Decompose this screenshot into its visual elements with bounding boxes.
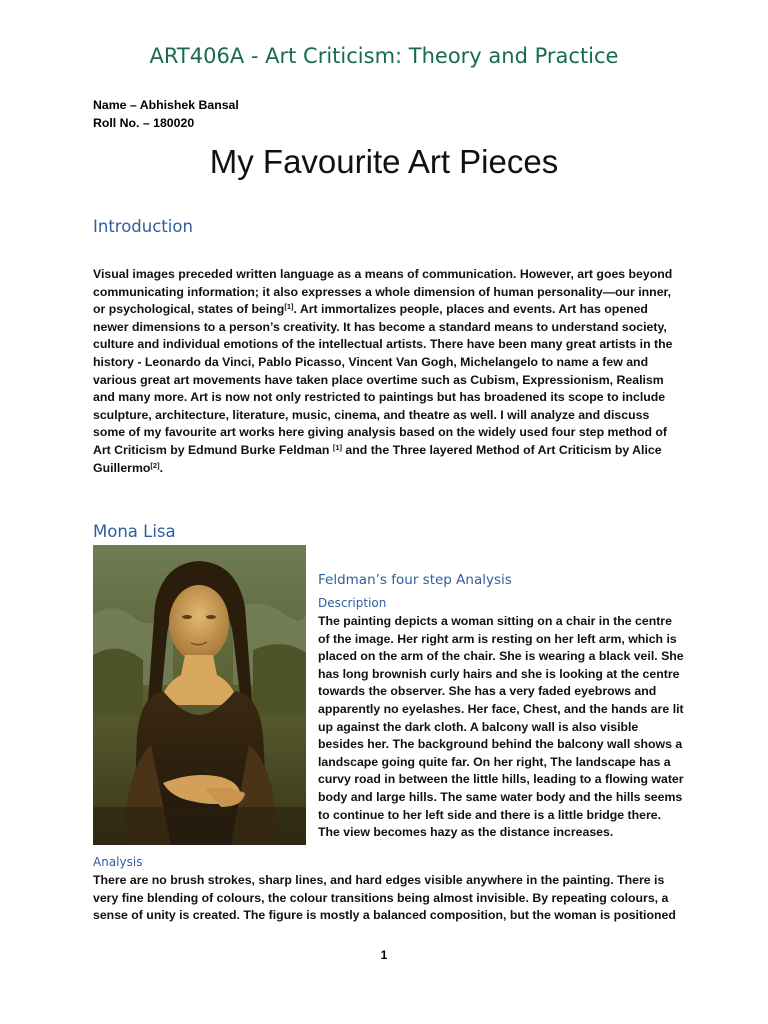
description-heading: Description bbox=[318, 596, 387, 610]
citation-ref[interactable]: [1] bbox=[332, 442, 343, 452]
mona-lisa-image bbox=[93, 545, 306, 845]
introduction-paragraph: Visual images preceded written language as a means of communication. However, art goes beyond communicating information; it also expresses a whole dimension of human personality—our inner, or psychological, states of being[1]. Art immortalizes people, places and events. Art has opened newer dimensions to a person’s creativity. It has become a standard means to understand society, culture and individual emotions of the intellectual artists. There have been many great artists in the history - Leonardo da Vinci, Pablo Picasso, Vincent Van Gogh, Michelangelo to name a few and various great art movements have taken place overtime such as Cubism, Expressionism, Realism and many more. Art is now not only restricted to paintings but has broadened its scope to include sculpture, architecture, literature, music, cinema, and theatre as well. I will analyze and discuss some of my favourite art works here giving analysis based on the widely used four step method of Art Criticism by Edmund Burke Feldman [1] and the Three layered Method of Art Criticism by Alice Guillermo[2]. bbox=[93, 267, 673, 475]
mona-lisa-painting bbox=[93, 545, 306, 845]
mona-lisa-heading: Mona Lisa bbox=[93, 522, 176, 541]
page-number: 1 bbox=[380, 948, 388, 962]
page-title: My Favourite Art Pieces bbox=[209, 143, 559, 180]
introduction-heading: Introduction bbox=[93, 217, 193, 236]
feldman-analysis-heading: Feldman’s four step Analysis bbox=[318, 572, 512, 588]
analysis-paragraph: There are no brush strokes, sharp lines, and hard edges visible anywhere in the painting. There is very fine blending of colours, the colour transitions being almost invisible. By repeating colours, a sense of unity is created. The figure is mostly a balanced composition, but the woman is positioned bbox=[93, 873, 676, 923]
course-header: ART406A - Art Criticism: Theory and Practice bbox=[149, 44, 619, 68]
citation-ref[interactable]: [2] bbox=[150, 460, 160, 470]
analysis-heading: Analysis bbox=[93, 855, 143, 869]
citation-ref[interactable]: [1] bbox=[284, 302, 294, 312]
roll-number: Roll No. – 180020 bbox=[93, 116, 195, 130]
description-paragraph: The painting depicts a woman sitting on a chair in the centre of the image. Her right arm is resting on her left arm, which is placed on the arm of the chair. She is wearing a black veil. She has long brownish curly hairs and she is looking at the centre towards the observer. She has a very faded eyebrows and apparently no eyelashes. Her face, Chest, and the hands are lit up against the dark cloth. A balcony wall is also visible besides her. The background behind the balcony wall shows a landscape going quite far. On her right, The landscape has a curvy road in between the little hills, leading to a flowing water body and large hills. The same water body and the hills seems to continue to her left side and there is a little bridge there. The view becomes hazy as the distance increases. bbox=[318, 614, 684, 840]
student-name: Name – Abhishek Bansal bbox=[93, 98, 239, 112]
